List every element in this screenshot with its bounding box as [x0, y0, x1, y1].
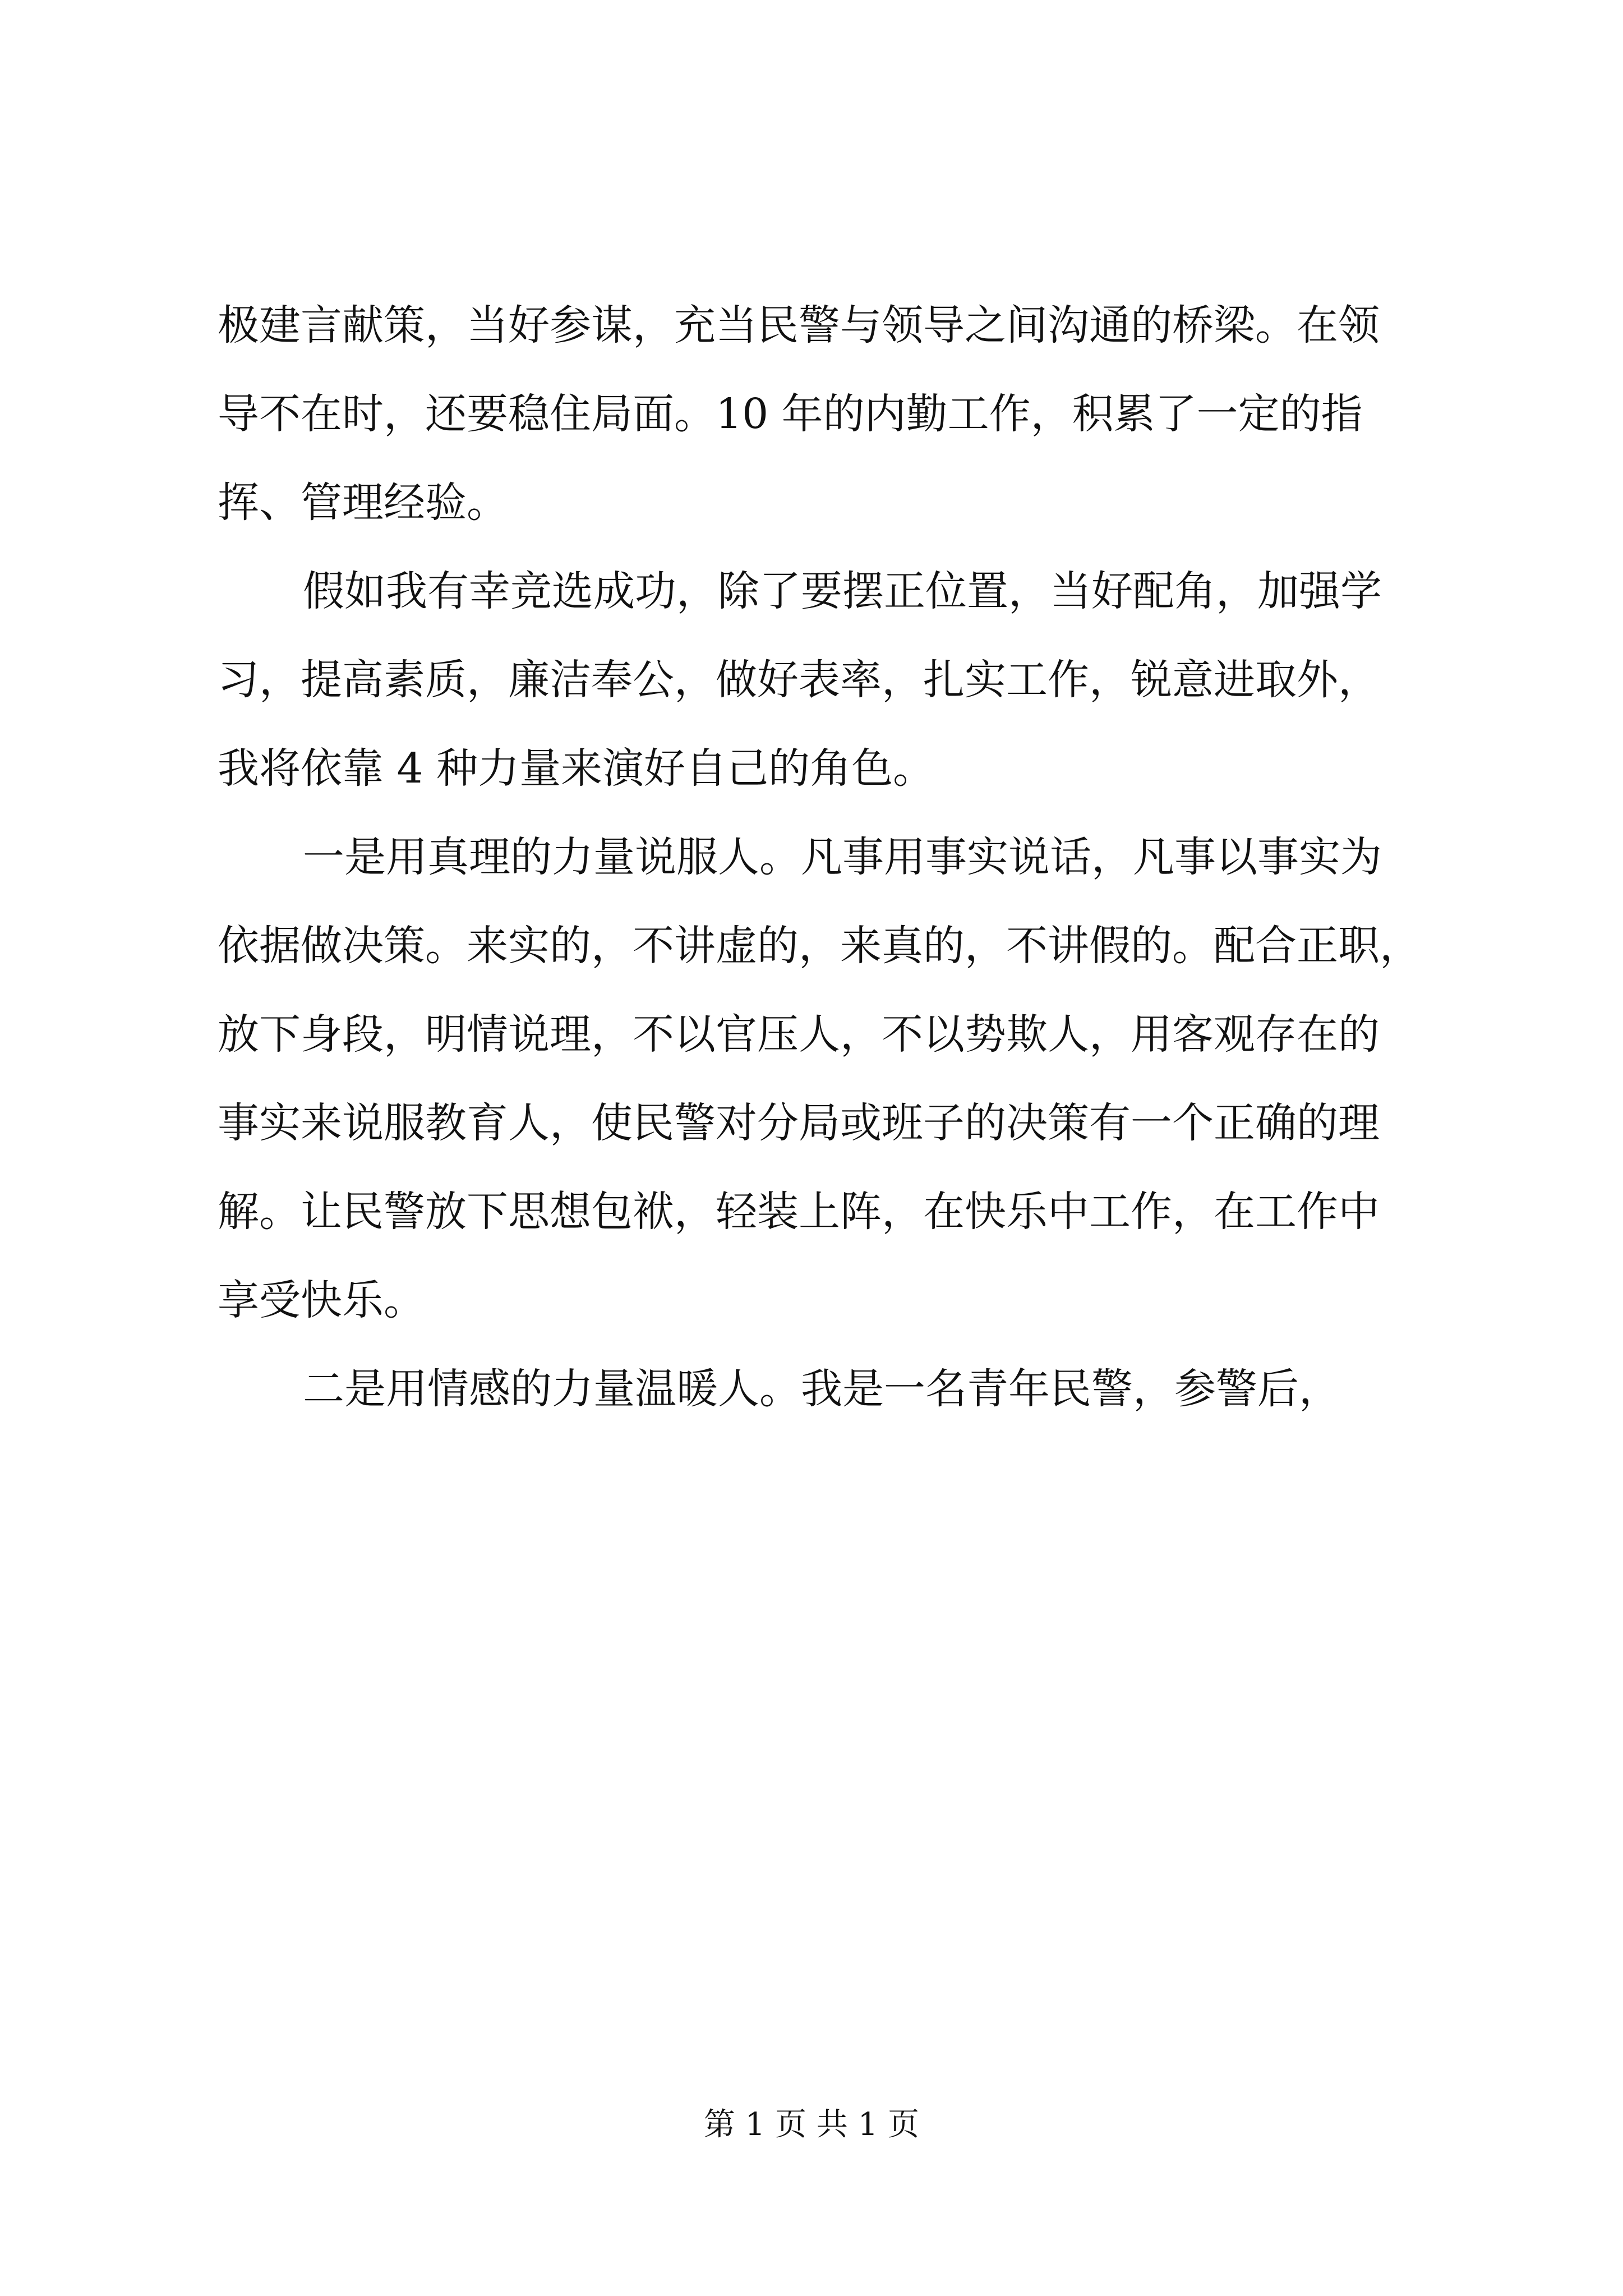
- paragraph-2-line-1: 假如我有幸竞选成功，除了要摆正位置，当好配角，加强学: [303, 567, 1382, 615]
- paragraph-3-line-6: 享受快乐。: [218, 1276, 425, 1324]
- paragraph-3-line-1: 一是用真理的力量说服人。凡事用事实说话，凡事以事实为: [303, 833, 1382, 881]
- paragraph-1-line-2: 导不在时，还要稳住局面。10 年的内勤工作，积累了一定的指: [218, 390, 1363, 438]
- page-footer: 第 1 页 共 1 页: [703, 2106, 920, 2143]
- paragraph-3-line-3: 放下身段，明情说理，不以官压人，不以势欺人，用客观存在的: [218, 1010, 1380, 1059]
- paragraph-1-line-3: 挥、管理经验。: [218, 478, 508, 527]
- paragraph-2-line-2: 习，提高素质，廉洁奉公，做好表率，扎实工作，锐意进取外，: [218, 656, 1380, 704]
- paragraph-1-line-1: 极建言献策，当好参谋，充当民警与领导之间沟通的桥梁。在领: [218, 301, 1380, 349]
- paragraph-2-line-3: 我将依靠 4 种力量来演好自己的角色。: [218, 744, 935, 793]
- paragraph-4-line-1: 二是用情感的力量温暖人。我是一名青年民警，参警后，: [303, 1365, 1340, 1413]
- paragraph-3-line-4: 事实来说服教育人，使民警对分局或班子的决策有一个正确的理: [218, 1099, 1380, 1147]
- paragraph-3-line-2: 依据做决策。来实的，不讲虚的，来真的，不讲假的。配合正职，: [218, 922, 1421, 970]
- paragraph-3-line-5: 解。让民警放下思想包袱，轻装上阵，在快乐中工作，在工作中: [218, 1188, 1380, 1236]
